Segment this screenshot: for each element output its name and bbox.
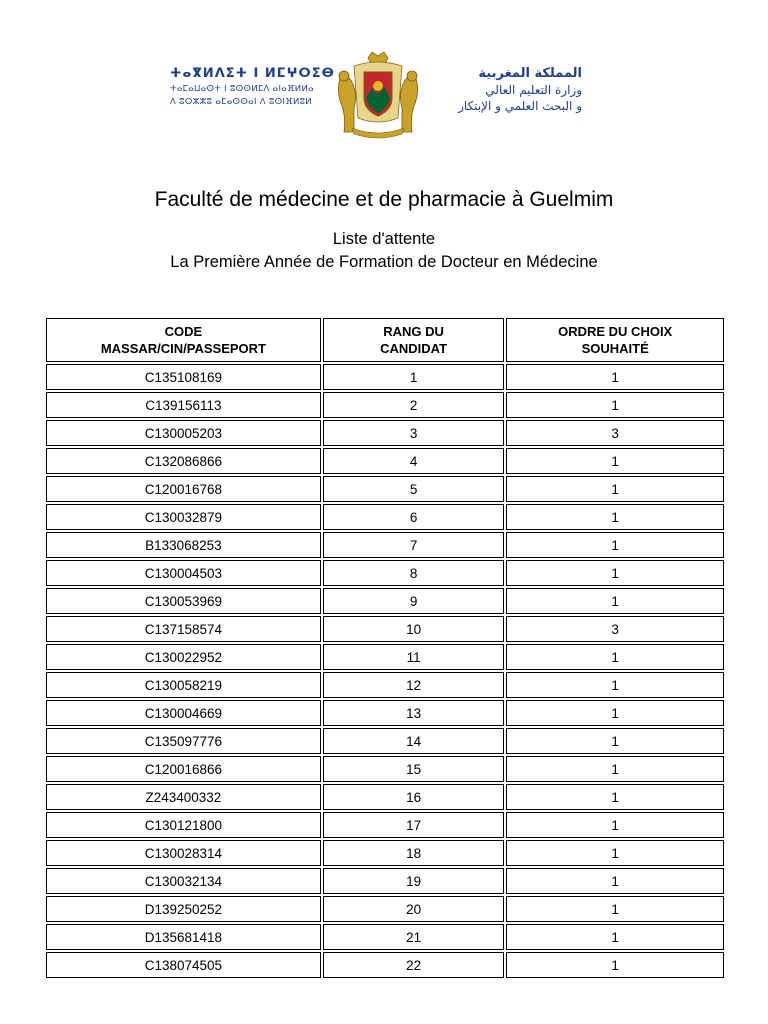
cell-choice-order: 1 (506, 896, 724, 922)
cell-choice-order: 1 (506, 448, 724, 474)
cell-code: C130032134 (46, 868, 321, 894)
cell-choice-order: 1 (506, 504, 724, 530)
table-row (46, 924, 724, 950)
cell-code: C137158574 (46, 616, 321, 642)
cell-code: C120016866 (46, 756, 321, 782)
table-row (46, 476, 724, 502)
cell-rank: 18 (323, 840, 505, 866)
cell-code: C135097776 (46, 728, 321, 754)
cell-code: C130005203 (46, 420, 321, 446)
header-code-line2: MASSAR/CIN/PASSEPORT (100, 341, 266, 356)
header-choice-line1: ORDRE DU CHOIX (558, 324, 673, 339)
cell-rank: 9 (323, 588, 505, 614)
arabic-ministry-line2: و البحث العلمي و الإبتكار (458, 99, 582, 113)
cell-choice-order: 1 (506, 672, 724, 698)
cell-choice-order: 1 (506, 756, 724, 782)
cell-choice-order: 1 (506, 784, 724, 810)
cell-rank: 7 (323, 532, 505, 558)
table-row (46, 392, 724, 418)
tifinagh-ministry-line2: ⴷ ⵓⵔⵣⵣⵓ ⴰⵎⴰⵙⵙⴰⵏ ⴷ ⵓⵙⵏⴼⵍⵓⵍ (170, 97, 312, 107)
table-row (46, 420, 724, 446)
cell-choice-order: 3 (506, 420, 724, 446)
cell-code: C139156113 (46, 392, 321, 418)
table-row (46, 448, 724, 474)
arabic-ministry-line1: وزارة التعليم العالي (485, 83, 582, 97)
table-row (46, 812, 724, 838)
table-row (46, 364, 724, 390)
header-rank (323, 318, 505, 362)
cell-code: C120016768 (46, 476, 321, 502)
table-row (46, 672, 724, 698)
table-row (46, 700, 724, 726)
cell-choice-order: 1 (506, 700, 724, 726)
waiting-list-table (44, 316, 726, 980)
cell-choice-order: 1 (506, 476, 724, 502)
cell-choice-order: 1 (506, 560, 724, 586)
table-row (46, 532, 724, 558)
list-subtitle (0, 228, 768, 274)
waiting-list-table-container (44, 316, 726, 980)
header-choice-line2: SOUHAITÉ (581, 341, 649, 356)
cell-rank: 17 (323, 812, 505, 838)
table-row (46, 784, 724, 810)
header-code (46, 318, 321, 362)
faculty-title: Faculté de médecine et de pharmacie à Guelmim (154, 188, 614, 211)
header-choice-order (506, 318, 724, 362)
cell-code: C130032879 (46, 504, 321, 530)
cell-code: C130028314 (46, 840, 321, 866)
cell-choice-order: 3 (506, 616, 724, 642)
header-code-line1: CODE (164, 324, 203, 339)
table-row (46, 588, 724, 614)
tifinagh-ministry-line1: ⵜⴰⵎⴰⵡⴰⵙⵜ ⵏ ⵓⵙⵙⵍⵎⴷ ⴰⵏⴰⴼⵍⵍⴰ (170, 84, 314, 94)
table-row (46, 644, 724, 670)
cell-rank: 11 (323, 644, 505, 670)
cell-rank: 13 (323, 700, 505, 726)
cell-rank: 12 (323, 672, 505, 698)
cell-choice-order: 1 (506, 392, 724, 418)
cell-code: C130022952 (46, 644, 321, 670)
cell-choice-order: 1 (506, 952, 724, 978)
table-row (46, 504, 724, 530)
cell-choice-order: 1 (506, 868, 724, 894)
cell-code: C132086866 (46, 448, 321, 474)
cell-code: C130058219 (46, 672, 321, 698)
table-row (46, 868, 724, 894)
cell-rank: 10 (323, 616, 505, 642)
cell-rank: 20 (323, 896, 505, 922)
arabic-ministry-name (432, 66, 582, 113)
tifinagh-kingdom-name: ⵜⴰⴳⵍⴷⵉⵜ ⵏ ⵍⵎⵖⵔⵉⴱ (170, 66, 335, 81)
cell-choice-order: 1 (506, 364, 724, 390)
arabic-kingdom-name: المملكة المغربية (478, 66, 582, 81)
cell-code: C130121800 (46, 812, 321, 838)
tifinagh-ministry-name (170, 66, 335, 107)
cell-rank: 5 (323, 476, 505, 502)
letterhead (0, 46, 768, 142)
cell-code: D135681418 (46, 924, 321, 950)
cell-code: Z243400332 (46, 784, 321, 810)
table-row (46, 560, 724, 586)
cell-code: C130004669 (46, 700, 321, 726)
cell-code: D139250252 (46, 896, 321, 922)
header-rank-line1: RANG DU (383, 324, 444, 339)
cell-code: C130053969 (46, 588, 321, 614)
cell-rank: 8 (323, 560, 505, 586)
cell-rank: 21 (323, 924, 505, 950)
table-row (46, 728, 724, 754)
cell-rank: 14 (323, 728, 505, 754)
cell-choice-order: 1 (506, 728, 724, 754)
cell-code: B133068253 (46, 532, 321, 558)
cell-rank: 16 (323, 784, 505, 810)
cell-rank: 1 (323, 364, 505, 390)
cell-code: C135108169 (46, 364, 321, 390)
table-row (46, 840, 724, 866)
cell-rank: 3 (323, 420, 505, 446)
program-label: La Première Année de Formation de Docteur en Médecine (170, 253, 598, 271)
cell-code: C130004503 (46, 560, 321, 586)
cell-rank: 15 (323, 756, 505, 782)
cell-choice-order: 1 (506, 840, 724, 866)
moroccan-coat-of-arms-icon (332, 48, 424, 140)
cell-choice-order: 1 (506, 532, 724, 558)
cell-rank: 19 (323, 868, 505, 894)
table-row (46, 756, 724, 782)
cell-rank: 4 (323, 448, 505, 474)
table-row (46, 896, 724, 922)
header-rank-line2: CANDIDAT (380, 341, 448, 356)
cell-rank: 2 (323, 392, 505, 418)
cell-choice-order: 1 (506, 588, 724, 614)
table-row (46, 616, 724, 642)
cell-rank: 22 (323, 952, 505, 978)
table-header-row (46, 318, 724, 362)
table-row (46, 952, 724, 978)
cell-choice-order: 1 (506, 924, 724, 950)
cell-rank: 6 (323, 504, 505, 530)
table-body (46, 364, 724, 978)
cell-code: C138074505 (46, 952, 321, 978)
cell-choice-order: 1 (506, 812, 724, 838)
cell-choice-order: 1 (506, 644, 724, 670)
waiting-list-label: Liste d'attente (332, 230, 436, 248)
